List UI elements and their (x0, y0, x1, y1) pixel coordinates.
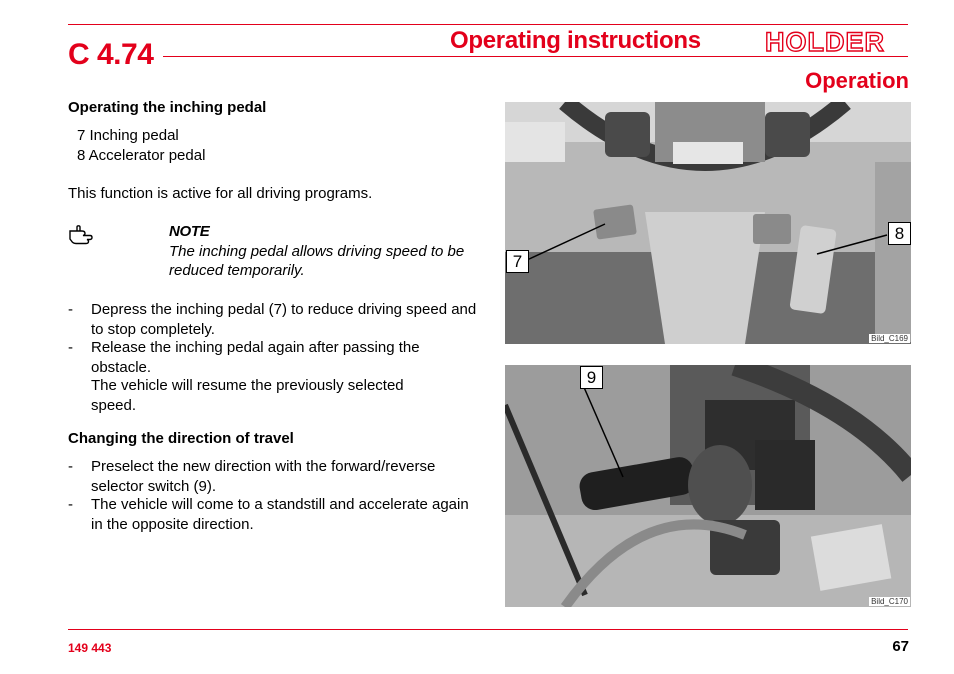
header-mid-rule (163, 56, 908, 57)
heading-inching-pedal: Operating the inching pedal (68, 99, 267, 116)
photo-credit: Bild_C170 (871, 597, 908, 606)
document-number: 149 443 (68, 641, 112, 655)
svg-text:HOLDER: HOLDER (765, 29, 885, 54)
result-text: The vehicle will resume the previously selected speed. (91, 377, 404, 414)
callout-7: 7 (506, 250, 529, 273)
holder-logo (748, 29, 903, 54)
note-label: NOTE (169, 223, 210, 240)
callout-9: 9 (580, 366, 603, 389)
callout-8: 8 (888, 222, 911, 245)
info-text: This function is active for all driving programs. (68, 185, 373, 202)
pointing-hand-icon (68, 225, 96, 245)
selector-photo (505, 365, 911, 607)
section-title: Operation (805, 68, 909, 93)
pedal-photo (505, 102, 911, 344)
footer-rule (68, 629, 908, 630)
header-top-rule (68, 24, 908, 25)
legend-item-inching: 7 Inching pedal (77, 127, 179, 144)
heading-direction: Changing the direction of travel (68, 430, 294, 447)
pedal-illustration (505, 102, 911, 344)
legend-item-accelerator: 8 Accelerator pedal (77, 147, 206, 164)
note-text-line2: reduced temporarily. (169, 262, 305, 279)
page-number: 67 (892, 638, 909, 655)
note-text-line1: The inching pedal allows driving speed to be (169, 243, 465, 260)
photo-credit: Bild_C169 (871, 334, 908, 343)
model-number: C 4.74 (68, 38, 154, 71)
document-title: Operating instructions (450, 27, 701, 54)
selector-illustration (505, 365, 911, 607)
